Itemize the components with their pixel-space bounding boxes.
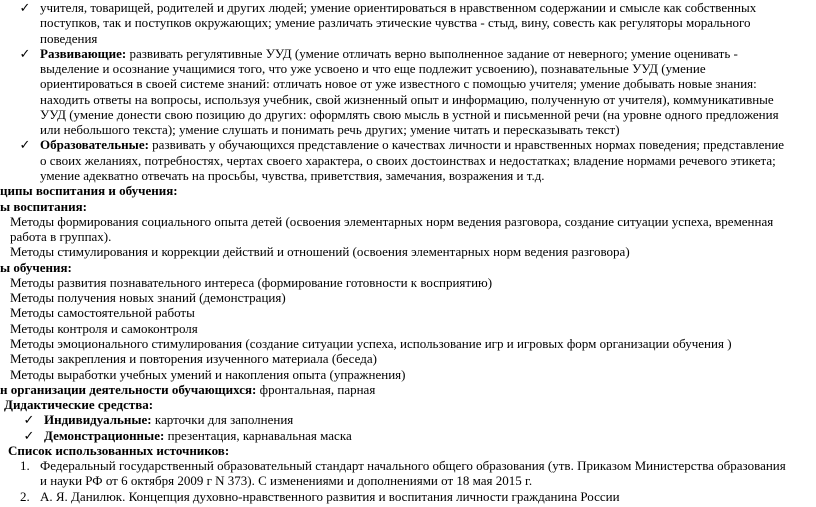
teaching-item: Методы получения новых знаний (демонстрация) (10, 290, 286, 305)
upbringing-item: работа в группах). (10, 229, 112, 244)
forms-line (0, 382, 375, 398)
teaching-item: Методы закрепления и повторения изученного материала (беседа) (10, 351, 377, 366)
teaching-item: Методы эмоционального стимулирования (создание ситуации успеха, использование игр и игровых форм организации обучения ) (10, 336, 732, 351)
check-icon: ✓ (23, 428, 35, 443)
source-number: 1. (20, 458, 30, 473)
source-item: и науки РФ от 6 октября 2009 г N 373). С изменениями и дополнениями от 18 мая 2015 г. (40, 473, 533, 488)
educational-goal-line: умение адекватно отвечать на просьбы, чувства, приветствия, замечания, возражения и т.д. (40, 168, 545, 183)
source-number: 2. (20, 489, 30, 504)
individual-label: Индивидуальные: (44, 412, 152, 427)
teaching-item: Методы контроля и самоконтроля (10, 321, 198, 336)
educational-text: развивать у обучающихся представление о качествах личности и нравственных нормах поведения; представление (148, 137, 785, 152)
individual-value: карточки для заполнения (151, 412, 294, 427)
check-icon: ✓ (19, 0, 31, 15)
developing-goal-line: ориентироваться в своей системе знаний: отличать новое от уже известного с помощью учителя; умение добывать новые знания: (40, 76, 757, 91)
developing-goal-line: или небольшого текста); умение слушать и понимать речь других; умение читать и пересказывать текст) (40, 122, 620, 137)
check-icon: ✓ (19, 137, 31, 152)
teaching-heading: ы обучения: (0, 260, 72, 275)
check-icon: ✓ (19, 46, 31, 61)
developing-goal-line: УУД (умение донести свою позицию до других: оформлять свою мысль в устной и письменной речи (на уровне одного предложения (40, 107, 779, 122)
upbringing-item: Методы формирования социального опыта детей (освоения элементарных норм ведения разговора, создание ситуации успеха, временная (10, 214, 774, 229)
upbringing-heading: ы воспитания: (0, 199, 87, 214)
source-item: А. Я. Данилюк. Концепция духовно-нравственного развития и воспитания личности гражданина России (40, 489, 620, 504)
forms-value: фронтальная, парная (256, 382, 376, 397)
personal-goal-line: поступков, так и поступков окружающих; умение различать этические чувства - стыд, вину, совесть как регуляторы морального (40, 15, 751, 30)
personal-goal-line: поведения (40, 31, 98, 46)
demo-label: Демонстрационные: (44, 428, 165, 443)
personal-goal-line: учителя, товарищей, родителей и других людей; умение ориентироваться в нравственном содержании и смысле как собственных (40, 0, 757, 15)
developing-goal-line: выделение и осознание учащимися того, что уже усвоено и что еще подлежит усвоению), познавательные УУД (умение (40, 61, 706, 76)
check-icon: ✓ (23, 412, 35, 427)
source-item: Федеральный государственный образовательный стандарт начального общего образования (утв. Приказом Министерства образования (40, 458, 786, 473)
teaching-item: Методы развития познавательного интереса (формирование готовности к восприятию) (10, 275, 493, 290)
individual-means (44, 412, 293, 428)
methods-heading: ципы воспитания и обучения: (0, 183, 178, 198)
demo-means (44, 428, 352, 444)
developing-goal (40, 46, 738, 62)
developing-text: развивать регулятивные УУД (умение отличать верно выполненное задание от неверного; умение оценивать - (126, 46, 738, 61)
upbringing-item: Методы стимулирования и коррекции действий и отношений (освоения элементарных норм ведения разговора) (10, 244, 630, 259)
teaching-item: Методы самостоятельной работы (10, 305, 195, 320)
developing-label: Развивающие: (40, 46, 127, 61)
teaching-item: Методы выработки учебных умений и накопления опыта (упражнения) (10, 367, 406, 382)
forms-label: н организации деятельности обучающихся: (0, 382, 257, 397)
educational-goal-line: о своих желаниях, потребностях, чертах своего характера, о своих достоинствах и недостатках; владение нормами речевого этикета; (40, 153, 776, 168)
educational-label: Образовательные: (40, 137, 149, 152)
educational-goal (40, 137, 784, 153)
didactic-heading: Дидактические средства: (4, 397, 154, 412)
demo-value: презентация, карнавальная маска (164, 428, 352, 443)
sources-heading: Список использованных источников: (8, 443, 230, 458)
developing-goal-line: находить ответы на вопросы, используя учебник, свой жизненный опыт и информацию, полученную от учителя), коммуникативные (40, 92, 774, 107)
